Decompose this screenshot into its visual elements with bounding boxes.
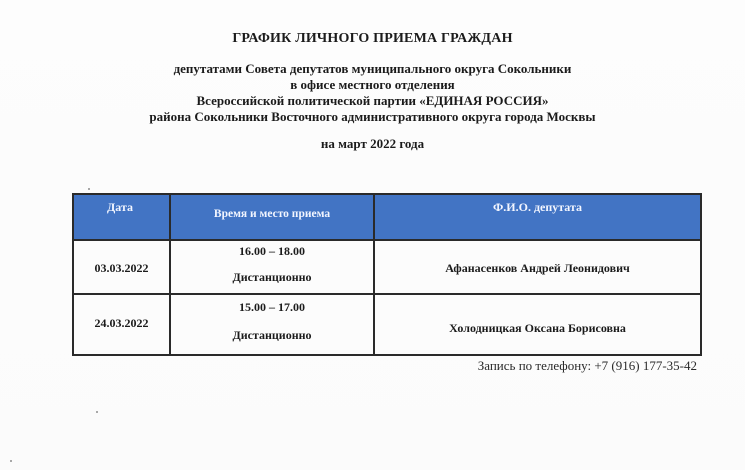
subtitle-line-1: депутатами Совета депутатов муниципального округа Сокольники xyxy=(173,61,572,76)
document-title: ГРАФИК ЛИЧНОГО ПРИЕМА ГРАЖДАН xyxy=(232,31,513,46)
date-value: 03.03.2022 xyxy=(94,261,149,275)
time-place-cell xyxy=(171,241,375,293)
place-value: Дистанционно xyxy=(232,270,312,284)
deputy-name: Холодницкая Оксана Борисовна xyxy=(449,321,626,335)
time-place-cell xyxy=(171,295,375,354)
header-time-label: Время и место приема xyxy=(213,208,331,220)
time-value: 15.00 – 17.00 xyxy=(239,300,305,314)
deputy-cell xyxy=(375,295,700,354)
deputy-cell xyxy=(375,241,700,293)
deputy-name: Афанасенков Андрей Леонидович xyxy=(445,261,630,275)
header-time-cell xyxy=(171,195,375,239)
date-cell xyxy=(74,241,171,293)
phone-booking-note: Запись по телефону: +7 (916) 177-35-42 xyxy=(477,358,697,373)
table-row xyxy=(74,241,700,295)
schedule-period: на март 2022 года xyxy=(320,136,425,151)
scan-speck xyxy=(10,460,12,462)
header-deputy-cell xyxy=(375,195,700,239)
time-value: 16.00 – 18.00 xyxy=(239,244,305,258)
scan-speck xyxy=(96,411,98,413)
place-value: Дистанционно xyxy=(232,328,312,342)
table-row xyxy=(74,295,700,354)
schedule-table xyxy=(72,193,702,356)
subtitle-line-3: Всероссийской политической партии «ЕДИНАЯ РОССИЯ» xyxy=(196,93,549,108)
header-deputy-label: Ф.И.О. депутата xyxy=(492,200,583,214)
table-header-row xyxy=(74,195,700,241)
header-date-label: Дата xyxy=(107,200,133,214)
subtitle-line-4: района Сокольники Восточного административного округа города Москвы xyxy=(149,109,596,124)
date-value: 24.03.2022 xyxy=(94,316,149,330)
header-date-cell xyxy=(74,195,171,239)
date-cell xyxy=(74,295,171,354)
scan-speck xyxy=(88,188,90,190)
subtitle-line-2: в офисе местного отделения xyxy=(290,77,455,92)
